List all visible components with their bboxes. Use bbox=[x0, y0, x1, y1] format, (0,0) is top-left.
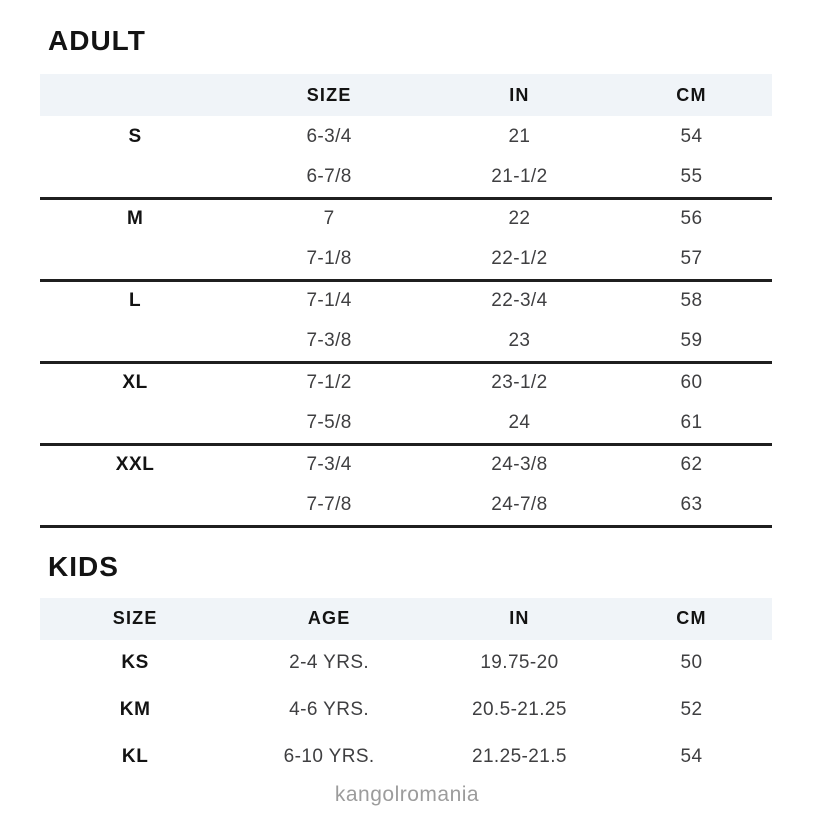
adult-in-value: 24 bbox=[508, 411, 531, 433]
size-label: M bbox=[126, 208, 144, 230]
table-row bbox=[40, 321, 772, 362]
adult-section-title: ADULT bbox=[48, 25, 146, 56]
adult-in-value: 22-1/2 bbox=[491, 247, 548, 269]
adult-size-value: 6-3/4 bbox=[306, 125, 352, 147]
table-row bbox=[40, 687, 772, 734]
adult-header-row bbox=[40, 74, 772, 116]
adult-in-value: 22 bbox=[508, 208, 531, 230]
adult-cm-value: 61 bbox=[680, 411, 703, 433]
adult-in-value: 23-1/2 bbox=[491, 372, 548, 394]
kids-cm-value: 52 bbox=[680, 699, 703, 720]
adult-in-value: 24-7/8 bbox=[491, 493, 548, 515]
table-row bbox=[40, 485, 772, 526]
kids-cm-value: 50 bbox=[680, 652, 703, 673]
adult-cm-value: 59 bbox=[680, 329, 703, 351]
size-label-empty bbox=[40, 321, 230, 362]
size-group-s bbox=[40, 116, 772, 198]
table-row bbox=[40, 362, 772, 403]
adult-cm-value: 60 bbox=[680, 372, 703, 394]
adult-header-cm: CM bbox=[676, 84, 707, 105]
adult-in-value: 21-1/2 bbox=[491, 165, 548, 187]
adult-header-blank bbox=[40, 74, 230, 116]
adult-size-value: 7-1/4 bbox=[306, 290, 352, 312]
adult-size-value: 7-3/8 bbox=[306, 329, 352, 351]
size-label-empty bbox=[40, 157, 230, 198]
kids-section-title: KIDS bbox=[48, 550, 119, 582]
table-row bbox=[40, 157, 772, 198]
size-label: XL bbox=[122, 372, 148, 394]
table-row bbox=[40, 280, 772, 321]
table-row bbox=[40, 403, 772, 444]
adult-size-value: 7-1/2 bbox=[306, 372, 352, 394]
kids-age-value: 6-10 YRS. bbox=[283, 746, 375, 767]
table-row bbox=[40, 116, 772, 157]
table-row bbox=[40, 640, 772, 687]
table-row bbox=[40, 734, 772, 781]
size-label-empty bbox=[40, 239, 230, 280]
adult-cm-value: 55 bbox=[680, 165, 703, 187]
size-group-m bbox=[40, 198, 772, 280]
adult-size-value: 7-5/8 bbox=[306, 411, 352, 433]
kids-header-age: AGE bbox=[307, 608, 351, 628]
adult-header-size: SIZE bbox=[306, 84, 352, 105]
adult-size-value: 7-7/8 bbox=[306, 493, 352, 515]
size-label: XXL bbox=[115, 454, 155, 476]
size-label-empty bbox=[40, 403, 230, 444]
adult-cm-value: 63 bbox=[680, 493, 703, 515]
adult-cm-value: 62 bbox=[680, 454, 703, 476]
size-label: L bbox=[129, 290, 142, 312]
size-label: S bbox=[128, 125, 142, 147]
kids-in-value: 19.75-20 bbox=[480, 652, 559, 673]
kids-in-value: 20.5-21.25 bbox=[472, 699, 567, 720]
table-row bbox=[40, 239, 772, 280]
kids-in-value: 21.25-21.5 bbox=[472, 746, 567, 767]
size-label: KM bbox=[119, 699, 151, 720]
kids-header-row bbox=[40, 598, 772, 640]
size-label: KL bbox=[121, 746, 149, 767]
size-label: KS bbox=[121, 652, 149, 673]
adult-cm-value: 56 bbox=[680, 208, 703, 230]
kids-age-value: 2-4 YRS. bbox=[289, 652, 370, 673]
kids-header-size: SIZE bbox=[112, 608, 158, 628]
adult-in-value: 21 bbox=[508, 125, 531, 147]
adult-size-value: 7-3/4 bbox=[306, 454, 352, 476]
adult-cm-value: 58 bbox=[680, 290, 703, 312]
kids-age-value: 4-6 YRS. bbox=[289, 699, 370, 720]
kids-size-table bbox=[40, 598, 772, 781]
adult-in-value: 22-3/4 bbox=[491, 290, 548, 312]
adult-size-table bbox=[40, 74, 772, 528]
adult-cm-value: 54 bbox=[680, 125, 703, 147]
size-group-l bbox=[40, 280, 772, 362]
kids-header-cm: CM bbox=[676, 608, 707, 628]
brand-watermark: kangolromania bbox=[334, 782, 480, 806]
size-label-empty bbox=[40, 485, 230, 526]
size-group-xl bbox=[40, 362, 772, 444]
adult-in-value: 24-3/8 bbox=[491, 454, 548, 476]
adult-size-value: 7 bbox=[323, 208, 335, 230]
adult-size-value: 6-7/8 bbox=[306, 165, 352, 187]
adult-in-value: 23 bbox=[508, 329, 531, 351]
adult-cm-value: 57 bbox=[680, 247, 703, 269]
kids-cm-value: 54 bbox=[680, 746, 703, 767]
kids-header-in: IN bbox=[509, 608, 530, 628]
adult-size-value: 7-1/8 bbox=[306, 247, 352, 269]
table-row bbox=[40, 444, 772, 485]
size-group-xxl bbox=[40, 444, 772, 526]
adult-header-in: IN bbox=[509, 84, 530, 105]
table-row bbox=[40, 198, 772, 239]
